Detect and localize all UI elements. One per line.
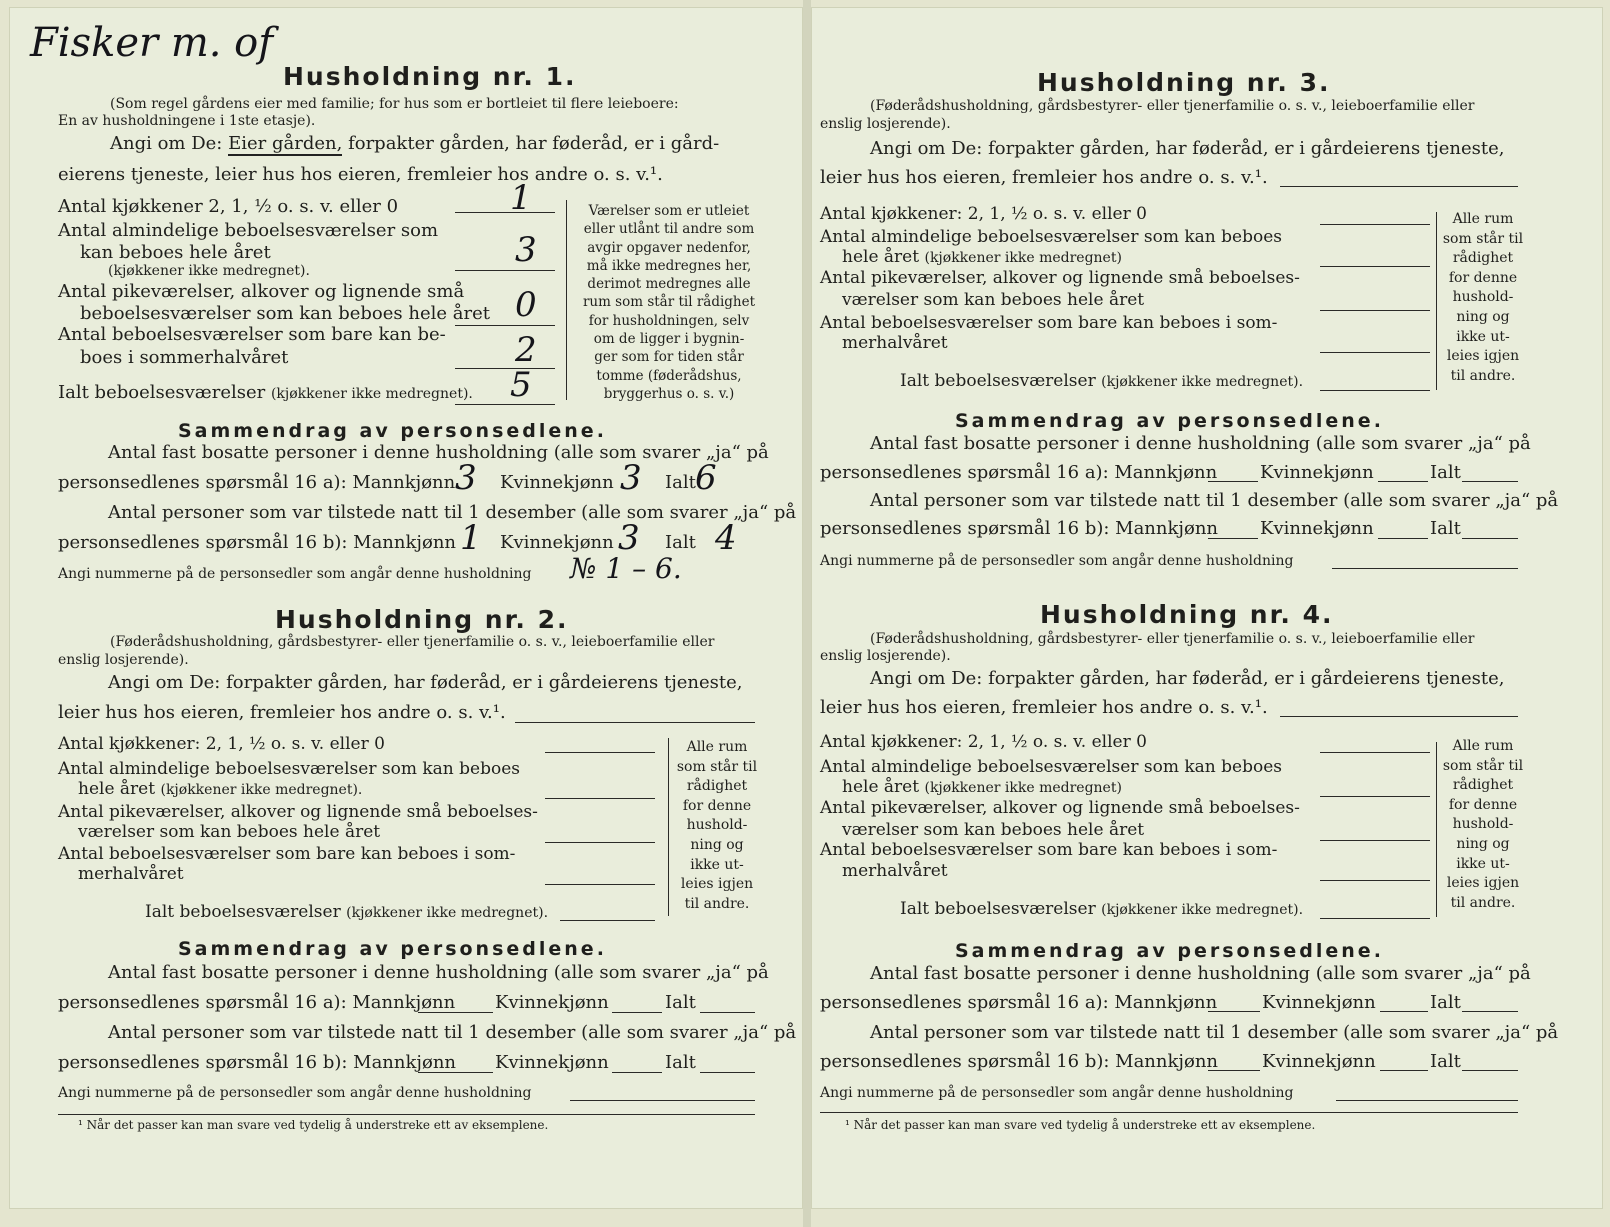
h2-som-line xyxy=(545,884,655,885)
h4-kj-label: Antal kjøkkener: 2, 1, ½ o. s. v. eller 0 xyxy=(820,732,1147,752)
h4-fast-i-line xyxy=(1462,1011,1518,1012)
h1-til-ialt: Ialt xyxy=(665,532,696,553)
h1-til-i: 4 xyxy=(715,518,737,558)
h3-fast-kvinne: Kvinnekjønn xyxy=(1260,462,1374,483)
h2-alm-3: (kjøkkener ikke medregnet). xyxy=(160,782,363,798)
h2-ialt-label: Ialt beboelsesværelser xyxy=(145,902,341,922)
h2-fast-m-line xyxy=(418,1012,493,1013)
h1-fast-i: 6 xyxy=(695,458,717,498)
h4-note-line: som står til xyxy=(1442,757,1524,774)
h1-note-line: rum som står til rådighet xyxy=(582,294,756,311)
h1-side-note xyxy=(576,202,762,403)
h3-til-m-line xyxy=(1208,538,1258,539)
h3-angi-line xyxy=(1280,186,1518,187)
h1-angi-rest: forpakter gården, har føderåd, er i gård- xyxy=(348,133,720,154)
h2-title: Husholdning nr. 2. xyxy=(275,605,569,634)
h2-sam-title: Sammendrag av personsedlene. xyxy=(178,938,607,960)
h4-title: Husholdning nr. 4. xyxy=(1040,600,1334,629)
h2-kj-label: Antal kjøkkener: 2, 1, ½ o. s. v. eller 0 xyxy=(58,734,385,754)
h1-angi-prefix: Angi om De: xyxy=(110,133,223,154)
h1-alm-1: Antal almindelige beboelsesværelser som xyxy=(58,220,439,241)
h3-alm-line xyxy=(1320,266,1430,267)
h3-som-2: merhalvåret xyxy=(842,333,948,353)
h4-til-i-line xyxy=(1462,1070,1518,1071)
right-footnote: ¹ Når det passer kan man svare ved tydelig å understreke ett av eksemplene. xyxy=(845,1118,1316,1132)
h2-til-kvinne: Kvinnekjønn xyxy=(495,1052,609,1073)
h2-note-line: til andre. xyxy=(684,895,750,912)
h2-alm-2-text: hele året xyxy=(78,779,156,799)
h1-fast-m: 3 xyxy=(455,458,477,498)
h1-angi-underlined: Eier gården, xyxy=(228,133,343,154)
h1-fast-1: Antal fast bosatte personer i denne husholdning (alle som svarer „ja“ på xyxy=(108,442,769,463)
h1-note-line: må ikke medregnes her, xyxy=(586,257,752,274)
h2-side-note xyxy=(672,738,762,914)
h1-note-line: om de ligger i bygnin- xyxy=(593,331,745,348)
h3-fast-1: Antal fast bosatte personer i denne husholdning (alle som svarer „ja“ på xyxy=(870,433,1531,454)
h3-subtitle-2: enslig losjerende). xyxy=(820,116,951,132)
h3-fast-ialt: Ialt xyxy=(1430,462,1461,483)
h1-alm-2: kan beboes hele året xyxy=(80,242,271,263)
h3-note-line: Alle rum xyxy=(1452,211,1514,227)
page-fold xyxy=(803,0,811,1227)
h1-angi-line-1 xyxy=(110,133,719,154)
h1-som-2: boes i sommerhalvåret xyxy=(80,347,289,368)
h2-note-line: som står til xyxy=(676,758,758,775)
h3-kj-label: Antal kjøkkener: 2, 1, ½ o. s. v. eller 0 xyxy=(820,204,1147,224)
right-footnote-rule xyxy=(820,1112,1518,1113)
h4-note-line: rådighet xyxy=(1452,777,1514,794)
h4-note-line: ikke ut- xyxy=(1456,855,1510,872)
h1-pike-1: Antal pikeværelser, alkover og lignende små xyxy=(58,281,465,302)
h1-nummer-value: № 1 – 6. xyxy=(570,552,682,585)
h3-title: Husholdning nr. 3. xyxy=(1037,68,1331,97)
h3-nummer-line xyxy=(1332,568,1518,569)
h3-til-k-line xyxy=(1378,538,1428,539)
h3-fast-i-line xyxy=(1462,481,1518,482)
h2-fast-kvinne: Kvinnekjønn xyxy=(495,992,609,1013)
h3-angi-1: Angi om De: forpakter gården, har føderåd, er i gårdeierens tjeneste, xyxy=(870,138,1505,159)
h1-fast-2: personsedlenes spørsmål 16 a): Mannkjønn xyxy=(58,472,456,493)
h4-til-m-line xyxy=(1208,1070,1260,1071)
h1-kjokken-label: Antal kjøkkener 2, 1, ½ o. s. v. eller 0 xyxy=(58,196,399,217)
h4-fast-kvinne: Kvinnekjønn xyxy=(1262,992,1376,1013)
h1-pike-2: beboelsesværelser som kan beboes hele året xyxy=(80,303,490,324)
h2-note-line: for denne xyxy=(682,797,752,814)
h3-brace xyxy=(1436,212,1437,390)
h3-ialt-label: Ialt beboelsesværelser xyxy=(900,371,1096,391)
h3-note-line: for denne xyxy=(1448,269,1518,286)
h4-note-line: ning og xyxy=(1456,835,1510,852)
h2-ialt-small: (kjøkkener ikke medregnet). xyxy=(346,905,549,921)
h1-subtitle-2: En av husholdningene i 1ste etasje). xyxy=(58,113,316,129)
h3-alm-2-text: hele året xyxy=(842,247,920,267)
h1-ialt-value: 5 xyxy=(510,365,532,405)
h1-title: Husholdning nr. 1. xyxy=(283,62,577,91)
h1-som-value: 2 xyxy=(515,330,537,370)
h3-note-line: leies igjen xyxy=(1446,348,1520,365)
h4-til-2: personsedlenes spørsmål 16 b): Mannkjønn xyxy=(820,1051,1219,1072)
h4-sam-title: Sammendrag av personsedlene. xyxy=(955,940,1384,962)
h2-note-line: hushold- xyxy=(686,817,748,834)
h1-pike-value: 0 xyxy=(515,285,537,325)
h1-note-line: bryggerhus o. s. v.) xyxy=(603,385,735,402)
h3-fast-2: personsedlenes spørsmål 16 a): Mannkjønn xyxy=(820,462,1218,483)
h4-fast-k-line xyxy=(1380,1011,1428,1012)
h1-alm-line xyxy=(455,270,555,271)
h1-kjokken-line xyxy=(455,212,555,213)
left-footnote-rule xyxy=(58,1114,755,1115)
h2-note-line: rådighet xyxy=(686,778,748,795)
h4-pike-line xyxy=(1320,840,1430,841)
h3-pike-2: værelser som kan beboes hele året xyxy=(842,290,1145,310)
h1-ialt-label: Ialt beboelsesværelser xyxy=(58,382,266,403)
h4-pike-1: Antal pikeværelser, alkover og lignende små beboelses- xyxy=(820,798,1300,818)
h2-brace xyxy=(668,738,669,916)
h1-alm-3: (kjøkkener ikke medregnet). xyxy=(108,263,310,279)
h2-angi-line xyxy=(515,722,755,723)
h1-note-line: avgir opgaver nedenfor, xyxy=(587,239,751,256)
h2-til-m-line xyxy=(418,1072,493,1073)
h4-til-1: Antal personer som var tilstede natt til 1 desember (alle som svarer „ja“ på xyxy=(870,1022,1559,1043)
h2-pike-line xyxy=(545,842,655,843)
h1-som-1: Antal beboelsesværelser som bare kan be- xyxy=(58,324,446,345)
h4-nummer-label: Angi nummerne på de personsedler som angår denne husholdning xyxy=(820,1085,1294,1101)
h3-til-kvinne: Kvinnekjønn xyxy=(1260,518,1374,539)
h3-alm-3: (kjøkkener ikke medregnet) xyxy=(924,250,1122,266)
h2-kj-line xyxy=(545,752,655,753)
h3-sam-title: Sammendrag av personsedlene. xyxy=(955,410,1384,432)
h1-pike-line xyxy=(455,325,555,326)
h4-alm-2 xyxy=(842,777,1122,797)
h3-note-line: som står til xyxy=(1442,230,1524,247)
h2-nummer-line xyxy=(570,1100,755,1101)
h4-ialt-label: Ialt beboelsesværelser xyxy=(900,899,1096,919)
h3-angi-2: leier hus hos eieren, fremleier hos andre o. s. v.¹. xyxy=(820,167,1268,188)
h2-fast-ialt: Ialt xyxy=(665,992,696,1013)
h1-note-line: Værelser som er utleiet xyxy=(588,203,750,219)
h1-fast-ialt: Ialt xyxy=(665,472,696,493)
h2-pike-2: værelser som kan beboes hele året xyxy=(78,822,381,842)
h4-fast-m-line xyxy=(1208,1011,1260,1012)
h4-ialt-line xyxy=(900,899,1303,919)
h3-ialt-small: (kjøkkener ikke medregnet). xyxy=(1101,374,1304,390)
h1-til-2: personsedlenes spørsmål 16 b): Mannkjønn xyxy=(58,532,457,553)
h1-subtitle-1: (Som regel gårdens eier med familie; for hus som er bortleiet til flere leieboere: xyxy=(110,96,679,112)
h2-til-i-line xyxy=(700,1072,755,1073)
h2-nummer-label: Angi nummerne på de personsedler som angår denne husholdning xyxy=(58,1085,532,1101)
h3-subtitle-1: (Føderådshusholdning, gårdsbestyrer- eller tjenerfamilie o. s. v., leieboerfamilie eller xyxy=(870,98,1475,114)
h2-alm-2 xyxy=(78,779,362,799)
h2-ialt-line xyxy=(145,902,548,922)
h3-note-line: ikke ut- xyxy=(1456,328,1510,345)
h4-note-line: hushold- xyxy=(1452,816,1514,833)
h4-side-note xyxy=(1438,737,1528,913)
h3-note-line: hushold- xyxy=(1452,289,1514,306)
handwritten-header: Fisker m. of xyxy=(30,20,274,66)
h4-angi-2: leier hus hos eieren, fremleier hos andre o. s. v.¹. xyxy=(820,697,1268,718)
h2-til-k-line xyxy=(612,1072,662,1073)
h3-alm-2 xyxy=(842,247,1122,267)
h4-ialt-small: (kjøkkener ikke medregnet). xyxy=(1101,902,1304,918)
h2-som-2: merhalvåret xyxy=(78,864,184,884)
h2-note-line: leies igjen xyxy=(680,876,754,893)
h2-note-line: ikke ut- xyxy=(690,856,744,873)
h1-note-line: derimot medregnes alle xyxy=(587,276,751,293)
left-footnote: ¹ Når det passer kan man svare ved tydelig å understreke ett av eksemplene. xyxy=(78,1118,549,1132)
h1-note-line: tomme (føderådshus, xyxy=(596,367,742,384)
h3-note-line: ning og xyxy=(1456,308,1510,325)
h4-alm-line xyxy=(1320,796,1430,797)
h1-angi-line-2: eierens tjeneste, leier hus hos eieren, fremleier hos andre o. s. v.¹. xyxy=(58,164,663,185)
h1-til-kvinne: Kvinnekjønn xyxy=(500,532,614,553)
h4-som-line xyxy=(1320,880,1430,881)
h4-til-k-line xyxy=(1380,1070,1428,1071)
h3-pike-line xyxy=(1320,310,1430,311)
h1-alm-value: 3 xyxy=(515,230,537,270)
h2-ialt-rule xyxy=(560,920,655,921)
h1-som-line xyxy=(455,368,555,369)
h2-subtitle-2: enslig losjerende). xyxy=(58,652,189,668)
h4-alm-2-text: hele året xyxy=(842,777,920,797)
h4-brace xyxy=(1436,742,1437,917)
h4-som-1: Antal beboelsesværelser som bare kan beboes i som- xyxy=(820,840,1278,860)
h4-subtitle-2: enslig losjerende). xyxy=(820,648,951,664)
h4-note-line: Alle rum xyxy=(1452,738,1514,754)
h1-til-m: 1 xyxy=(460,518,482,558)
h2-pike-1: Antal pikeværelser, alkover og lignende små beboelses- xyxy=(58,802,538,822)
h3-alm-1: Antal almindelige beboelsesværelser som kan beboes xyxy=(820,227,1282,247)
h1-ialt-rule xyxy=(455,404,555,405)
h2-fast-i-line xyxy=(700,1012,755,1013)
h4-angi-1: Angi om De: forpakter gården, har føderåd, er i gårdeierens tjeneste, xyxy=(870,668,1505,689)
h4-nummer-line xyxy=(1336,1100,1518,1101)
h4-alm-1: Antal almindelige beboelsesværelser som kan beboes xyxy=(820,757,1282,777)
h4-note-line: for denne xyxy=(1448,796,1518,813)
h2-fast-k-line xyxy=(612,1012,662,1013)
h3-fast-k-line xyxy=(1378,481,1428,482)
h2-til-ialt: Ialt xyxy=(665,1052,696,1073)
h3-kj-line xyxy=(1320,224,1430,225)
h2-angi-2: leier hus hos eieren, fremleier hos andre o. s. v.¹. xyxy=(58,702,506,723)
h3-nummer-label: Angi nummerne på de personsedler som angår denne husholdning xyxy=(820,553,1294,569)
h1-nummer-label: Angi nummerne på de personsedler som angår denne husholdning xyxy=(58,566,532,582)
h2-note-line: ning og xyxy=(690,836,744,853)
h4-note-line: leies igjen xyxy=(1446,875,1520,892)
h3-side-note xyxy=(1438,210,1528,386)
h3-fast-m-line xyxy=(1208,481,1258,482)
h1-fast-k: 3 xyxy=(620,458,642,498)
h2-som-1: Antal beboelsesværelser som bare kan beboes i som- xyxy=(58,844,516,864)
h2-note-line: Alle rum xyxy=(686,739,748,755)
h4-fast-2: personsedlenes spørsmål 16 a): Mannkjønn xyxy=(820,992,1218,1013)
h3-til-ialt: Ialt xyxy=(1430,518,1461,539)
h2-alm-line xyxy=(545,798,655,799)
h1-kjokken-value: 1 xyxy=(510,178,532,218)
h4-note-line: til andre. xyxy=(1450,894,1516,911)
h2-alm-1: Antal almindelige beboelsesværelser som kan beboes xyxy=(58,759,520,779)
h4-ialt-rule xyxy=(1320,918,1430,919)
h4-til-kvinne: Kvinnekjønn xyxy=(1262,1051,1376,1072)
h1-note-line: eller utlånt til andre som xyxy=(583,221,755,238)
h3-til-1: Antal personer som var tilstede natt til 1 desember (alle som svarer „ja“ på xyxy=(870,490,1559,511)
h4-fast-1: Antal fast bosatte personer i denne husholdning (alle som svarer „ja“ på xyxy=(870,963,1531,984)
h1-note-line: ger som for tiden står xyxy=(594,349,744,366)
h3-note-line: til andre. xyxy=(1450,367,1516,384)
h1-ialt-line xyxy=(58,382,473,403)
h3-ialt-line xyxy=(900,371,1303,391)
h1-sam-title: Sammendrag av personsedlene. xyxy=(178,420,607,442)
h4-alm-3: (kjøkkener ikke medregnet) xyxy=(924,780,1122,796)
h2-til-1: Antal personer som var tilstede natt til 1 desember (alle som svarer „ja“ på xyxy=(108,1022,797,1043)
h2-angi-1: Angi om De: forpakter gården, har føderåd, er i gårdeierens tjeneste, xyxy=(108,672,743,693)
h1-til-1: Antal personer som var tilstede natt til 1 desember (alle som svarer „ja“ på xyxy=(108,502,797,523)
h3-til-i-line xyxy=(1462,538,1518,539)
h2-fast-2: personsedlenes spørsmål 16 a): Mannkjønn xyxy=(58,992,456,1013)
h3-ialt-rule xyxy=(1320,390,1430,391)
h1-fast-kvinne: Kvinnekjønn xyxy=(500,472,614,493)
h1-til-k: 3 xyxy=(618,518,640,558)
h1-ialt-small: (kjøkkener ikke medregnet). xyxy=(270,386,473,402)
h4-som-2: merhalvåret xyxy=(842,861,948,881)
h3-som-1: Antal beboelsesværelser som bare kan beboes i som- xyxy=(820,313,1278,333)
h1-brace xyxy=(566,200,567,400)
h3-til-2: personsedlenes spørsmål 16 b): Mannkjønn xyxy=(820,518,1219,539)
h3-pike-1: Antal pikeværelser, alkover og lignende små beboelses- xyxy=(820,268,1300,288)
h3-note-line: rådighet xyxy=(1452,250,1514,267)
h4-kj-line xyxy=(1320,752,1430,753)
h4-subtitle-1: (Føderådshusholdning, gårdsbestyrer- eller tjenerfamilie o. s. v., leieboerfamilie eller xyxy=(870,631,1475,647)
h4-fast-ialt: Ialt xyxy=(1430,992,1461,1013)
h1-note-line: for husholdningen, selv xyxy=(588,312,750,329)
h4-til-ialt: Ialt xyxy=(1430,1051,1461,1072)
h4-angi-line xyxy=(1280,716,1518,717)
h2-til-2: personsedlenes spørsmål 16 b): Mannkjønn xyxy=(58,1052,457,1073)
h4-pike-2: værelser som kan beboes hele året xyxy=(842,820,1145,840)
h2-subtitle-1: (Føderådshusholdning, gårdsbestyrer- eller tjenerfamilie o. s. v., leieboerfamilie eller xyxy=(110,634,715,650)
h3-som-line xyxy=(1320,352,1430,353)
h2-fast-1: Antal fast bosatte personer i denne husholdning (alle som svarer „ja“ på xyxy=(108,962,769,983)
